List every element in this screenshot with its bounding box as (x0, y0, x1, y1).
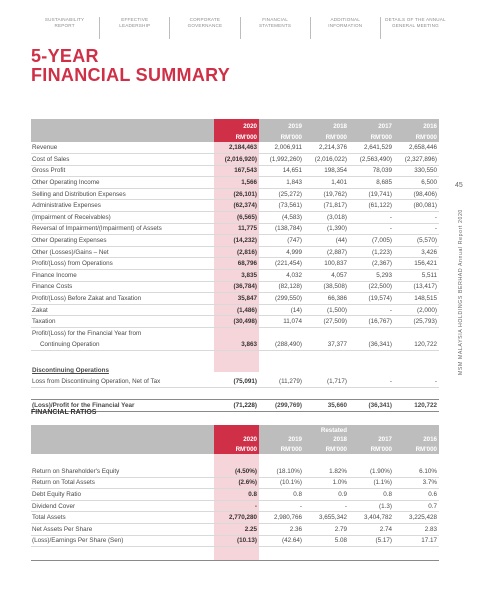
table-row (31, 489, 439, 501)
row-value (259, 328, 304, 340)
row-label: Administrative Expenses (31, 200, 214, 212)
row-value: (14) (259, 304, 304, 316)
row-value: (30,498) (214, 316, 259, 328)
row-value: 3,863 (214, 339, 259, 351)
table-row (31, 281, 439, 293)
table-row (31, 165, 439, 177)
row-value: 2,184,463 (214, 142, 259, 154)
row-value: 68,796 (214, 258, 259, 270)
table-row (31, 512, 439, 524)
row-value: 35,847 (214, 293, 259, 305)
row-label: Finance Income (31, 270, 214, 282)
row-label: Selling and Distribution Expenses (31, 188, 214, 200)
row-value: 66,386 (304, 293, 349, 305)
row-label: Discontinuing Operations (32, 366, 109, 374)
nav-label-line2: GOVERNANCE (187, 23, 223, 28)
nav-label-line1: ADDITIONAL (330, 17, 361, 22)
row-value: (42.64) (259, 535, 304, 547)
row-value: 11,775 (214, 223, 259, 235)
row-value (214, 328, 259, 340)
row-value: 3,426 (394, 246, 439, 258)
table-row (31, 524, 439, 536)
header-unit: RM'000 (214, 131, 259, 142)
row-value: (36,341) (349, 399, 394, 411)
row-value: (80,081) (394, 200, 439, 212)
header-unit: RM'000 (304, 131, 349, 142)
row-value: 2,641,529 (349, 142, 394, 154)
row-value: (138,784) (259, 223, 304, 235)
row-value: - (394, 376, 439, 388)
row-value: 198,354 (304, 165, 349, 177)
row-value: 0.8 (259, 489, 304, 501)
row-value: (2,016,022) (304, 154, 349, 166)
spacer-row (31, 388, 439, 400)
page-title-line2: FINANCIAL SUMMARY (31, 65, 231, 85)
row-value: - (349, 223, 394, 235)
row-value: - (394, 212, 439, 224)
row-value (214, 454, 259, 466)
table-header-unit-row (31, 444, 439, 454)
row-value: (36,784) (214, 281, 259, 293)
row-value: (61,122) (349, 200, 394, 212)
row-label: (Loss)/Earnings Per Share (Sen) (31, 535, 214, 547)
row-label: Revenue (31, 142, 214, 154)
nav-label-line1: EFFECTIVE (121, 17, 149, 22)
table-row (31, 477, 439, 489)
row-label: Loss from Discontinuing Operation, Net of Tax (31, 376, 214, 388)
row-value: 148,515 (394, 293, 439, 305)
nav-label-line1: DETAILS OF THE ANNUAL (385, 17, 446, 22)
row-value: 330,550 (394, 165, 439, 177)
table-row (31, 235, 439, 247)
header-year: 2016 (394, 119, 439, 131)
row-value: (1.3) (349, 500, 394, 512)
row-value: (1,992,260) (259, 154, 304, 166)
table-row (31, 293, 439, 305)
row-label: Net Assets Per Share (31, 524, 214, 536)
row-value: 2,214,376 (304, 142, 349, 154)
table-row (31, 212, 439, 224)
header-unit: RM'000 (214, 444, 259, 454)
row-value: 0.8 (214, 489, 259, 501)
row-value: 0.9 (304, 489, 349, 501)
table-row (31, 304, 439, 316)
row-value: (44) (304, 235, 349, 247)
row-value: (3,018) (304, 212, 349, 224)
row-value: (14,232) (214, 235, 259, 247)
header-year: 2020 (214, 435, 259, 444)
row-value: 11,074 (259, 316, 304, 328)
row-value: 35,660 (304, 399, 349, 411)
row-value: 37,377 (304, 339, 349, 351)
row-value: (6,565) (214, 212, 259, 224)
row-label (31, 454, 214, 466)
section-heading (31, 365, 439, 377)
side-caption: MSM MALAYSIA HOLDINGS BERHAD Annual Report 2020 (458, 209, 464, 375)
row-value: (1,223) (349, 246, 394, 258)
row-value: (1,486) (214, 304, 259, 316)
row-value: (82,128) (259, 281, 304, 293)
financial-summary-table (31, 119, 439, 412)
restated-label: Restated (304, 425, 349, 435)
row-label: Debt Equity Ratio (31, 489, 214, 501)
table-row (31, 223, 439, 235)
row-label: Other (Losses)/Gains – Net (31, 246, 214, 258)
row-value: - (259, 500, 304, 512)
row-label: (Impairment of Receivables) (31, 212, 214, 224)
row-label: Zakat (31, 304, 214, 316)
row-label: Cost of Sales (31, 154, 214, 166)
table-row (31, 500, 439, 512)
header-year: 2019 (259, 119, 304, 131)
row-value: 4,999 (259, 246, 304, 258)
row-value: 4,057 (304, 270, 349, 282)
table-row (31, 258, 439, 270)
row-value: (5.17) (349, 535, 394, 547)
row-value (304, 328, 349, 340)
row-value (394, 351, 439, 365)
row-value: (2.6%) (214, 477, 259, 489)
header-unit: RM'000 (304, 444, 349, 454)
row-value: (10.1%) (259, 477, 304, 489)
header-year: 2020 (214, 119, 259, 131)
table-row (31, 142, 439, 154)
row-value: (2,327,896) (394, 154, 439, 166)
row-value: 1,843 (259, 177, 304, 189)
row-value: 5,293 (349, 270, 394, 282)
row-value: (1,500) (304, 304, 349, 316)
row-value: (221,454) (259, 258, 304, 270)
spacer-row (31, 351, 439, 365)
row-label: Gross Profit (31, 165, 214, 177)
row-value: (5,570) (394, 235, 439, 247)
row-value: 120,722 (394, 339, 439, 351)
table-row (31, 188, 439, 200)
table-row (31, 339, 439, 351)
row-value: 156,421 (394, 258, 439, 270)
table-row (31, 270, 439, 282)
header-year: 2016 (394, 435, 439, 444)
row-value: 17.17 (394, 535, 439, 547)
row-value: (2,563,490) (349, 154, 394, 166)
row-value (214, 388, 259, 400)
row-value: 100,837 (304, 258, 349, 270)
row-value: 1,566 (214, 177, 259, 189)
nav-label-line2: LEADERSHIP (119, 23, 151, 28)
table-header-restated-row (31, 425, 439, 435)
row-value (349, 388, 394, 400)
header-unit: RM'000 (259, 444, 304, 454)
row-value: (19,762) (304, 188, 349, 200)
table-row (31, 200, 439, 212)
row-value: - (349, 212, 394, 224)
table-row (31, 466, 439, 478)
row-value: (71,228) (214, 399, 259, 411)
table-header-row (31, 435, 439, 444)
header-unit: RM'000 (394, 444, 439, 454)
header-year: 2018 (304, 119, 349, 131)
row-value (259, 454, 304, 466)
row-value: (288,490) (259, 339, 304, 351)
row-label: Profit/(Loss) Before Zakat and Taxation (31, 293, 214, 305)
header-unit: RM'000 (349, 131, 394, 142)
row-value (214, 351, 259, 365)
row-value: (2,000) (394, 304, 439, 316)
row-value: 3,225,428 (394, 512, 439, 524)
row-value: 0.7 (394, 500, 439, 512)
row-value: (299,769) (259, 399, 304, 411)
financial-ratios-heading: FINANCIAL RATIOS (31, 409, 97, 416)
row-value: (98,406) (394, 188, 439, 200)
header-year: 2017 (349, 435, 394, 444)
nav-label-line2: STATEMENTS (259, 23, 292, 28)
row-value: 3.7% (394, 477, 439, 489)
row-label: Continuing Operation (31, 339, 214, 351)
row-value (349, 351, 394, 365)
row-value: (299,550) (259, 293, 304, 305)
row-value: (75,091) (214, 376, 259, 388)
nav-label-line2: INFORMATION (328, 23, 363, 28)
row-label (31, 351, 214, 365)
nav-label-line1: FINANCIAL (262, 17, 288, 22)
row-value: (2,367) (349, 258, 394, 270)
row-value: 2.74 (349, 524, 394, 536)
row-value: 167,543 (214, 165, 259, 177)
row-value (394, 365, 439, 377)
row-value (214, 365, 259, 377)
row-value: (73,561) (259, 200, 304, 212)
row-value: 0.6 (394, 489, 439, 501)
row-value: (19,741) (349, 188, 394, 200)
nav-label-line2: REPORT (54, 23, 75, 28)
row-value: (36,341) (349, 339, 394, 351)
row-value: (1.1%) (349, 477, 394, 489)
row-value: (2,016,920) (214, 154, 259, 166)
row-value (349, 454, 394, 466)
row-label: Dividend Cover (31, 500, 214, 512)
row-label: Other Operating Income (31, 177, 214, 189)
row-value: (11,279) (259, 376, 304, 388)
table-row (31, 376, 439, 388)
spacer-row (31, 454, 439, 466)
row-value: - (304, 500, 349, 512)
row-label: Finance Costs (31, 281, 214, 293)
row-value (304, 365, 349, 377)
row-value (394, 328, 439, 340)
row-value (304, 351, 349, 365)
row-value: 3,835 (214, 270, 259, 282)
page-number: 45 (455, 182, 463, 189)
row-value: (4,583) (259, 212, 304, 224)
row-value (394, 388, 439, 400)
row-value: (747) (259, 235, 304, 247)
top-navigation (30, 17, 450, 39)
header-unit: RM'000 (349, 444, 394, 454)
row-value: - (214, 500, 259, 512)
row-value: 3,404,782 (349, 512, 394, 524)
row-value: (4.50%) (214, 466, 259, 478)
table-row (31, 316, 439, 328)
row-value: 78,039 (349, 165, 394, 177)
row-value: (18.10%) (259, 466, 304, 478)
row-value: (1.90%) (349, 466, 394, 478)
row-label: Taxation (31, 316, 214, 328)
row-label: Profit/(Loss) from Operations (31, 258, 214, 270)
page-title (31, 47, 331, 85)
row-value (394, 454, 439, 466)
row-value: 14,651 (259, 165, 304, 177)
header-unit: RM'000 (394, 131, 439, 142)
row-value (259, 365, 304, 377)
table-row (31, 154, 439, 166)
header-year: 2019 (259, 435, 304, 444)
row-value: 1.82% (304, 466, 349, 478)
row-value: 2,006,911 (259, 142, 304, 154)
nav-agm-details[interactable] (380, 17, 450, 39)
row-value: 8,685 (349, 177, 394, 189)
row-value: 3,655,342 (304, 512, 349, 524)
table-row (31, 177, 439, 189)
row-value: (10.13) (214, 535, 259, 547)
row-value: 2.83 (394, 524, 439, 536)
row-value: (62,374) (214, 200, 259, 212)
table-row (31, 328, 439, 340)
nav-label-line1: SUSTAINABILITY (44, 17, 85, 22)
row-label: Return on Total Assets (31, 477, 214, 489)
row-value: (16,767) (349, 316, 394, 328)
row-value: (1,390) (304, 223, 349, 235)
row-value: (2,816) (214, 246, 259, 258)
financial-ratios-table (31, 425, 439, 547)
row-value (259, 388, 304, 400)
row-value: (22,500) (349, 281, 394, 293)
header-year: 2017 (349, 119, 394, 131)
row-value: 2,980,766 (259, 512, 304, 524)
row-value (304, 454, 349, 466)
nav-label-line1: CORPORATE (189, 17, 221, 22)
nav-label-line2: GENERAL MEETING (391, 23, 439, 28)
nav-effective-leadership[interactable] (99, 17, 169, 39)
row-value: (27,509) (304, 316, 349, 328)
row-label (31, 388, 214, 400)
nav-additional-information[interactable] (310, 17, 380, 39)
row-value: 2.79 (304, 524, 349, 536)
table-bottom-rule (31, 560, 439, 561)
row-value: (7,005) (349, 235, 394, 247)
row-value: 5.08 (304, 535, 349, 547)
row-value: 1,401 (304, 177, 349, 189)
table-header-unit-row (31, 131, 439, 142)
row-value: (25,793) (394, 316, 439, 328)
row-value: 2.25 (214, 524, 259, 536)
nav-corporate-governance[interactable] (169, 17, 239, 39)
row-value: 1.0% (304, 477, 349, 489)
row-value: 2.36 (259, 524, 304, 536)
table-header-row (31, 119, 439, 131)
nav-sustainability-report[interactable] (30, 17, 99, 39)
row-value: 120,722 (394, 399, 439, 411)
row-value (349, 328, 394, 340)
row-label: Other Operating Expenses (31, 235, 214, 247)
row-value: (25,272) (259, 188, 304, 200)
row-value: 6,500 (394, 177, 439, 189)
table-row (31, 246, 439, 258)
row-value: (2,887) (304, 246, 349, 258)
row-value: 2,770,280 (214, 512, 259, 524)
row-value: (71,817) (304, 200, 349, 212)
row-value: (38,508) (304, 281, 349, 293)
row-label: (Loss)/Profit for the Financial Year (31, 399, 214, 411)
row-value: 6.10% (394, 466, 439, 478)
table-row (31, 535, 439, 547)
row-value: 2,658,446 (394, 142, 439, 154)
row-label: Reversal of Impairment/(Impairment) of Assets (31, 223, 214, 235)
row-label: Total Assets (31, 512, 214, 524)
row-value: (13,417) (394, 281, 439, 293)
row-value: - (394, 223, 439, 235)
row-value: (19,574) (349, 293, 394, 305)
row-value: 0.8 (349, 489, 394, 501)
nav-financial-statements[interactable] (240, 17, 310, 39)
header-unit: RM'000 (259, 131, 304, 142)
row-label: Profit/(Loss) for the Financial Year from (32, 330, 142, 338)
row-value: - (349, 376, 394, 388)
row-value: 4,032 (259, 270, 304, 282)
row-label: Return on Shareholder's Equity (31, 466, 214, 478)
row-value: (26,101) (214, 188, 259, 200)
row-value: (1,717) (304, 376, 349, 388)
row-value (259, 351, 304, 365)
row-value (304, 388, 349, 400)
page-title-line1: 5-YEAR (31, 46, 99, 66)
row-value: - (349, 304, 394, 316)
row-value (349, 365, 394, 377)
header-year: 2018 (304, 435, 349, 444)
row-value: 5,511 (394, 270, 439, 282)
